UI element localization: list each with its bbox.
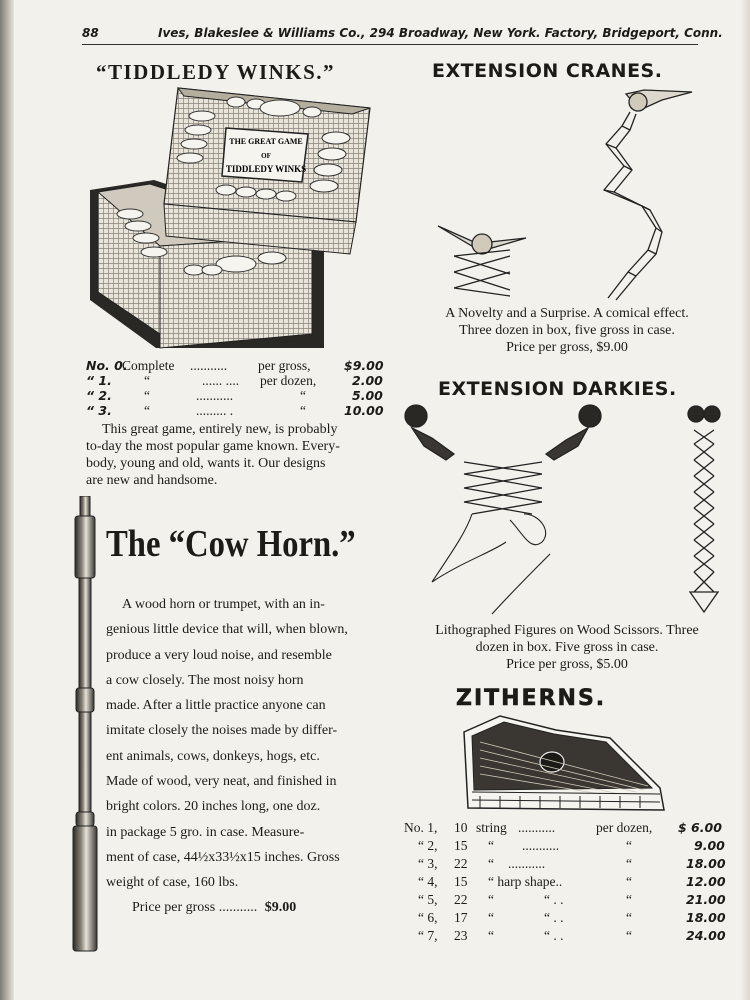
- tiddledy-box-illustration: [86, 86, 376, 356]
- cow-horn-title: The “Cow Horn.”: [106, 523, 356, 565]
- box-label-2: OF: [261, 152, 271, 160]
- page-right-edge: [740, 0, 750, 1000]
- header-rule: [82, 44, 698, 45]
- darkies-illustration: [402, 402, 728, 618]
- box-label-3: TIDDLEDY WINKS: [225, 164, 307, 174]
- zithern-illustration: [460, 712, 672, 812]
- header-text: Ives, Blakeslee & Williams Co., 294 Broadway, New York. Factory, Bridgeport, Conn.: [158, 26, 723, 40]
- cranes-illustration: [430, 86, 700, 306]
- cranes-title: EXTENSION CRANES.: [432, 60, 663, 82]
- page-binding-edge: [0, 0, 14, 1000]
- cow-horn-illustration: [68, 496, 102, 954]
- darkies-description: Lithographed Figures on Wood Scissors. Three dozen in box. Five gross in case. Price per gross, $5.00: [435, 623, 699, 672]
- zitherns-title: ZITHERNS.: [456, 686, 607, 711]
- darkies-title: EXTENSION DARKIES.: [438, 378, 677, 400]
- tiddledy-price-list: No. 0. Complete ........... per gross, $9.00 “ 1. “ ...... .... per dozen, 2.00 “ 2. “ ........... “ 5.00 “ 3. “ ......... . “ 10.00: [86, 358, 384, 418]
- tiddledy-description: This great game, entirely new, is probably to-day the most popular game known. Every- body, young and old, wants it. Our designs are new and handsome.: [86, 422, 340, 488]
- zitherns-price-list: No. 1, 10 string ........... per dozen, $ 6.00 “ 2, 15 “ ........... “ 9.00 “ 3, 22 “ ........... “ 18.00 “ 4, 15 “ harp shape.. “ 12.00 “ 5, 22 “ “ . . “ 21.00 “ 6, 17 “ “ . . “ 18.00 “ 7, 23 “ “ . . “ 24.00: [404, 820, 726, 943]
- cow-horn-price: Price per gross ........... $9.00: [132, 900, 297, 915]
- cranes-description: A Novelty and a Surprise. A comical effect. Three dozen in box, five gross in case. Price per gross, $9.00: [445, 306, 689, 355]
- box-label-1: THE GREAT GAME: [229, 137, 303, 146]
- cow-horn-description: A wood horn or trumpet, with an in- genious little device that will, when blown, produce a very loud noise, and resemble a cow closely. The most noisy horn made. After a little practice anyone can imitate closely the noises made by differ- ent animals, cows, donkeys, hogs, etc. Made of wood, very neat, and finished in bright colors. 20 inches long, one doz. in package 5 gro. in case. Measure- ment of case, 44½x33½x15 inches. Gross weight of case, 160 lbs.: [106, 597, 348, 891]
- tiddledy-title: “TIDDLEDY WINKS.”: [96, 60, 336, 84]
- page-number: 88: [82, 26, 99, 40]
